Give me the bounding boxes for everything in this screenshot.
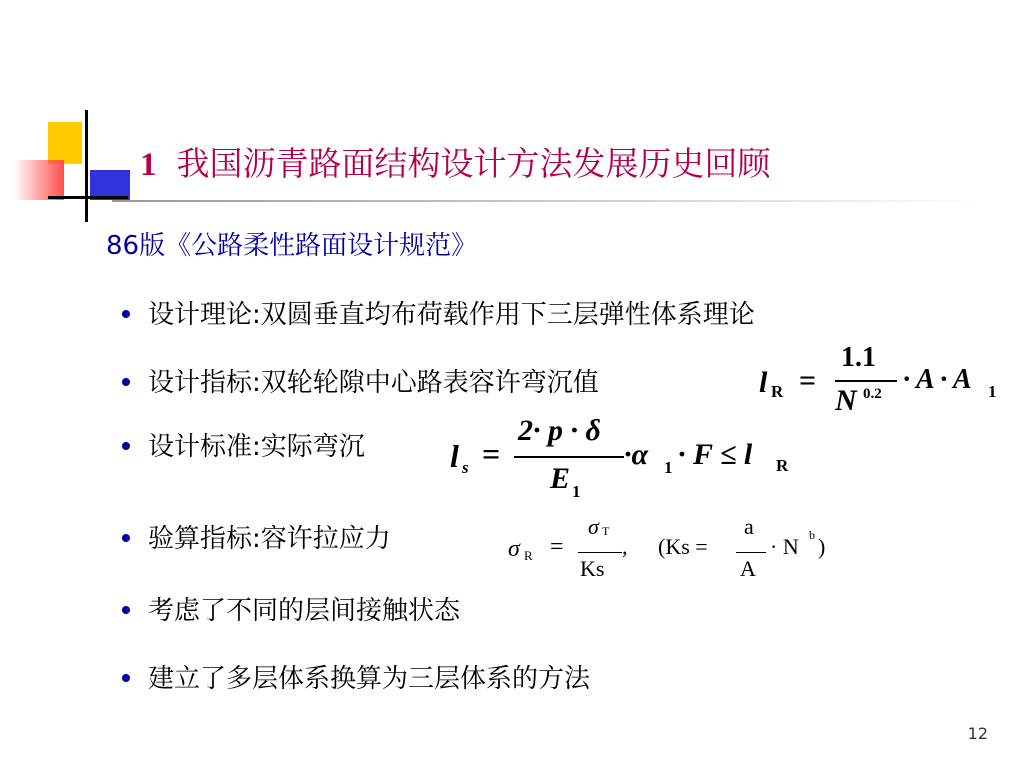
formula-equals: =: [482, 436, 501, 472]
bullet-text: 验算指标:容许拉应力: [148, 524, 391, 554]
formula-numerator: σ: [588, 514, 599, 539]
formula-equals: =: [550, 534, 564, 560]
formula-ks-close: ): [818, 534, 826, 559]
formula-rhs-alpha: ·α: [624, 438, 649, 471]
formula-lhs-sub: R: [771, 382, 784, 401]
formula-equals: =: [799, 364, 817, 397]
fraction-bar: [578, 552, 622, 553]
formula-numerator-sub: T: [602, 524, 610, 538]
bullet-item: [122, 294, 755, 331]
formula-lhs-sub: s: [462, 458, 469, 477]
formula-rhs-f-sub: R: [776, 456, 789, 475]
formula-ks-dot: · N: [770, 534, 799, 559]
formula-rhs-sub: 1: [988, 382, 997, 401]
bullet-text: 设计理论:双圆垂直均布荷载作用下三层弹性体系理论: [148, 300, 755, 330]
subtitle: 86版《公路柔性路面设计规范》: [106, 231, 478, 261]
formula-rhs-alpha-sub: 1: [664, 458, 673, 477]
formula-lhs: l: [450, 438, 459, 474]
formula-denominator: N: [835, 384, 857, 417]
decor-red-square: [14, 160, 64, 200]
formula-denominator-exponent: 0.2: [863, 386, 882, 402]
decor-horizontal-line: [48, 196, 128, 199]
bullet-text: 设计指标:双轮轮隙中心路表容许弯沉值: [148, 368, 599, 398]
formula-actual-deflection: [448, 412, 808, 512]
title-number: 1: [140, 147, 157, 183]
formula-ks-open: (Ks =: [658, 534, 708, 559]
bullet-dot-icon: [122, 606, 130, 614]
bullet-dot-icon: [122, 378, 130, 386]
decor-yellow-square: [48, 122, 82, 164]
formula-rhs: · A · A: [903, 364, 972, 395]
formula-ks-numerator: a: [744, 514, 754, 539]
bullet-text: 设计标准:实际弯沉: [148, 432, 365, 462]
bullet-dot-icon: [122, 674, 130, 682]
formula-comma: ,: [622, 534, 628, 559]
formula-sigma-sub: R: [524, 548, 533, 563]
bullet-item: [122, 658, 590, 695]
bullet-item: [122, 590, 460, 627]
bullet-item: [122, 362, 599, 399]
bullet-dot-icon: [122, 310, 130, 318]
formula-denominator: Ks: [580, 556, 605, 581]
formula-tensile-stress: [506, 512, 846, 592]
slide-title: [140, 138, 771, 185]
formula-numerator: 1.1: [841, 342, 876, 373]
formula-rhs-f: · F ≤ l: [678, 438, 753, 471]
bullet-dot-icon: [122, 442, 130, 450]
bullet-text: 考虑了不同的层间接触状态: [148, 596, 461, 626]
bullet-item: [122, 518, 391, 555]
formula-sigma: σ: [508, 536, 520, 562]
formula-numerator: 2· p · δ: [518, 414, 601, 447]
bullet-item: [122, 426, 365, 463]
formula-denominator: E: [550, 462, 571, 495]
decor-vertical-line: [85, 110, 88, 222]
fraction-bar: [736, 552, 766, 553]
formula-denominator-sub: 1: [572, 482, 581, 501]
bullet-dot-icon: [122, 534, 130, 542]
formula-ks-denominator: A: [740, 556, 756, 581]
formula-lhs: l: [759, 366, 768, 399]
page-number: 12: [967, 724, 988, 743]
fraction-bar: [514, 456, 624, 458]
title-underline: [112, 200, 992, 202]
bullet-text: 建立了多层体系换算为三层体系的方法: [148, 664, 591, 694]
formula-ks-exponent: b: [809, 528, 815, 542]
title-text: 我国沥青路面结构设计方法发展历史回顾: [176, 144, 771, 183]
fraction-bar: [835, 380, 897, 382]
